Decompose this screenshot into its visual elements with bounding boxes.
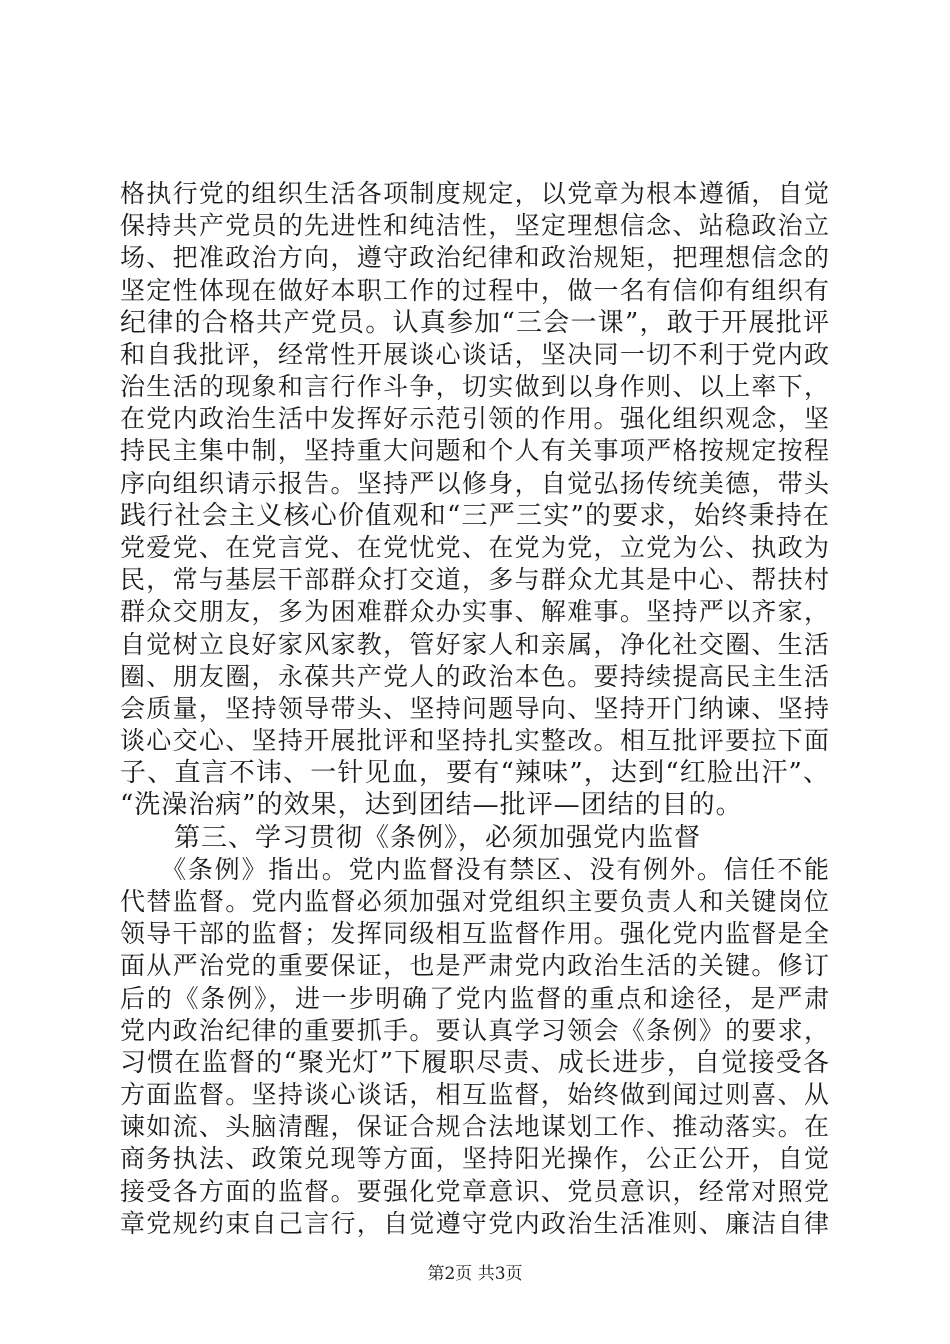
text-line: 子、直言不讳、一针见血，要有“辣味”，达到“红脸出汗”、 [120, 758, 830, 789]
text-line: 治生活的现象和言行作斗争，切实做到以身作则、以上率下， [120, 372, 830, 402]
text-line: 习惯在监督的“聚光灯”下履职尽责、成长进步，自觉接受各 [120, 1047, 830, 1078]
text-line: 场、把准政治方向，遵守政治纪律和政治规矩，把理想信念的 [120, 243, 830, 273]
text-line: “洗澡治病”的效果，达到团结—批评—团结的目的。 [120, 790, 743, 821]
text-line: 面从严治党的重要保证，也是严肃党内政治生活的关键。修订 [120, 951, 830, 981]
text-line: 纪律的合格共产党员。认真参加“三会一课”，敢于开展批评 [120, 307, 830, 338]
text-line: 保持共产党员的先进性和纯洁性，坚定理想信念、站稳政治立 [120, 211, 830, 241]
text-line: 在党内政治生活中发挥好示范引领的作用。强化组织观念，坚 [120, 404, 830, 434]
text-line: 和自我批评，经常性开展谈心谈话，坚决同一切不利于党内政 [120, 339, 830, 369]
text-line: 后的《条例》，进一步明确了党内监督的重点和途径，是严肃 [120, 983, 830, 1013]
text-line: 接受各方面的监督。要强化党章意识、党员意识，经常对照党 [120, 1176, 830, 1206]
text-line: 坚定性体现在做好本职工作的过程中，做一名有信仰有组织有 [120, 275, 830, 305]
text-line: 商务执法、政策兑现等方面，坚持阳光操作，公正公开，自觉 [120, 1144, 830, 1174]
text-line: 自觉树立良好家风家教，管好家人和亲属，净化社交圈、生活 [120, 629, 830, 659]
page-footer: 第2页 共3页 [427, 1264, 523, 1284]
section-heading: 第三、学习贯彻《条例》，必须加强党内监督 [120, 822, 702, 853]
text-line: 《条例》指出。党内监督没有禁区、没有例外。信任不能 [120, 854, 830, 884]
text-line: 格执行党的组织生活各项制度规定，以党章为根本遵循，自觉 [120, 179, 830, 208]
text-line: 序向组织请示报告。坚持严以修身，自觉弘扬传统美德，带头 [120, 468, 830, 498]
text-line: 方面监督。坚持谈心谈话，相互监督，始终做到闻过则喜、从 [120, 1080, 830, 1110]
text-line: 持民主集中制，坚持重大问题和个人有关事项严格按规定按程 [120, 436, 830, 466]
text-line: 代替监督。党内监督必须加强对党组织主要负责人和关键岗位 [120, 887, 830, 916]
text-line: 会质量，坚持领导带头、坚持问题导向、坚持开门纳谏、坚持 [120, 693, 830, 723]
text-line: 圈、朋友圈，永葆共产党人的政治本色。要持续提高民主生活 [120, 661, 830, 691]
text-line: 党爱党、在党言党、在党忧党、在党为党，立党为公、执政为 [120, 533, 830, 562]
text-line: 践行社会主义核心价值观和“三严三实”的要求，始终秉持在 [120, 500, 830, 531]
text-line: 谈心交心、坚持开展批评和坚持扎实整改。相互批评要拉下面 [120, 726, 830, 756]
text-line: 群众交朋友，多为困难群众办实事、解难事。坚持严以齐家， [120, 597, 830, 627]
text-line: 领导干部的监督；发挥同级相互监督作用。强化党内监督是全 [120, 919, 830, 949]
text-line: 党内政治纪律的重要抓手。要认真学习领会《条例》的要求， [120, 1015, 830, 1045]
text-line: 民，常与基层干部群众打交道，多与群众尤其是中心、帮扶村 [120, 565, 830, 595]
text-line: 谏如流、头脑清醒，保证合规合法地谋划工作、推动落实。在 [120, 1112, 830, 1142]
text-line: 章党规约束自己言行，自觉遵守党内政治生活准则、廉洁自律 [120, 1208, 830, 1238]
